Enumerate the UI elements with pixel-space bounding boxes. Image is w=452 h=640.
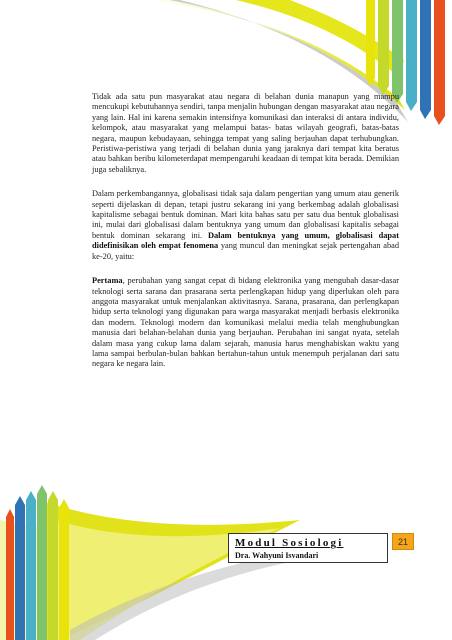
paragraph-globalisasi (92, 189, 399, 262)
paragraph-intro (92, 92, 399, 175)
emphasis-text: Pertama (92, 276, 123, 286)
body-text-run: , perubahan yang sangat cepat di bidang elektronika yang mengubah dasar-dasar teknologi serta sarana dan prasarana serta perlengkapan hidup yang diperlukan oleh para anggota masyarakat untuk menjalankan aktivitasnya. Sarana, prasarana, dan perlengkapan hidup serta teknologi yang digunakan para warga masyarakat menjadi berbasis elektronika dan modern. Teknologi modern dan komunikasi melalui media telah menghubungkan manusia dari belahan-belahan dunia yang berjauhan. Perubahan ini sangat nyata, setelah dalam masa yang cukup lama dalam sejarah, manusia harus menghabiskan waktu yang lama sampai berbulan-bulan bahkan bertahun-tahun untuk menempuh perjalanan dari satu negara ke negara lain. (92, 276, 399, 369)
module-title: Modul Sosiologi (235, 537, 344, 549)
body-text-run: Tidak ada satu pun masyarakat atau negara di belahan dunia manapun yang mampu mencukupi kebutuhannya sendiri, tanpa menjalin hubungan dengan masyarakat atau negara yang lain. Hal ini karena semakin intensifnya komunikasi dan interaksi di antara individu, kelompok, atau masyarakat yang melampui batas- batas wilayah geografi, batas-batas negara, maupun kebudayaan, sehingga tempat yang saling berjauhan dapat terhubungkan. Peristiwa-peristiwa yang terjadi di belahan dunia yang jaraknya dari tempat kita beratus atau bahkan beribu kilometerdapat mempengaruhi keadaan di tempat kita berada. Demikian juga sebaliknya. (92, 92, 399, 174)
emphasis-text: Dalam bentuknya yang umum, globalisasi dapat didefinisikan oleh empat fenomena (92, 230, 399, 251)
body-text (92, 92, 399, 384)
bottom-left-stripes (6, 485, 69, 640)
page-number-badge: 21 (392, 533, 414, 550)
footer-module-box (228, 533, 388, 563)
module-author: Dra. Wahyuni Isvandari (235, 551, 319, 560)
body-text-run: Dalam perkembangannya, globalisasi tidak saja dalam pengertian yang umum atau generik seperti dijelaskan di depan, tetapi justru sekarang ini yang berkembag adalah globalisasi kapitalisme sebagai bentuk dominan. Mari kita bahas satu per satu dua bentuk globalisasi ini, mulai dari globalisasi dalam bentuknya yang umum dan globalisasi kapitalis sebagai bentuk dominan sekarang ini. (92, 189, 399, 240)
paragraph-pertama (92, 276, 399, 370)
body-text-run: yang muncul dan meningkat sejak pertengahan abad ke-20, yaitu: (92, 241, 399, 261)
